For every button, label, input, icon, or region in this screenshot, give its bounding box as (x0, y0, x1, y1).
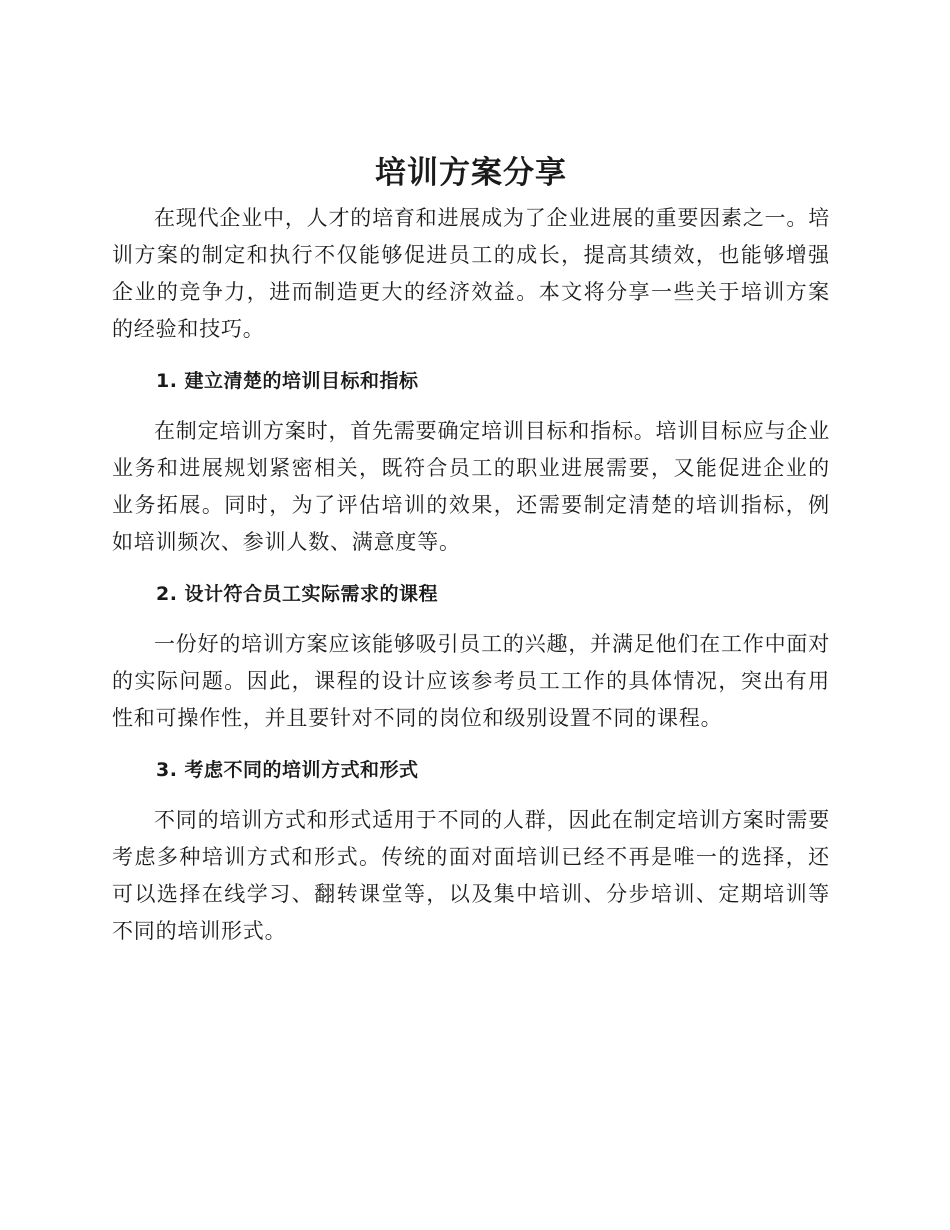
section-1 (112, 366, 830, 561)
section-body: 在制定培训方案时，首先需要确定培训目标和指标。培训目标应与企业业务和进展规划紧密相关，既符合员工的职业进展需要，又能促进企业的业务拓展。同时，为了评估培训的效果，还需要制定清楚的培训指标，例如培训频次、参训人数、满意度等。 (112, 419, 830, 554)
section-heading: 2. 设计符合员工实际需求的课程 (156, 583, 439, 605)
document-page (112, 146, 830, 950)
document-title: 培训方案分享 (375, 155, 567, 191)
section-3 (112, 755, 830, 950)
intro-paragraph: 在现代企业中，人才的培育和进展成为了企业进展的重要因素之一。培训方案的制定和执行不仅能够促进员工的成长，提高其绩效，也能够增强企业的竞争力，进而制造更大的经济效益。本文将分享一些关于培训方案的经验和技巧。 (112, 206, 830, 341)
section-heading: 1. 建立清楚的培训目标和指标 (156, 370, 419, 392)
section-heading: 3. 考虑不同的培训方式和形式 (156, 759, 419, 781)
section-body: 一份好的培训方案应该能够吸引员工的兴趣，并满足他们在工作中面对的实际问题。因此，课程的设计应该参考员工工作的具体情况，突出有用性和可操作性，并且要针对不同的岗位和级别设置不同的课程。 (112, 632, 830, 730)
section-2 (112, 579, 830, 737)
section-body: 不同的培训方式和形式适用于不同的人群，因此在制定培训方案时需要考虑多种培训方式和形式。传统的面对面培训已经不再是唯一的选择，还可以选择在线学习、翻转课堂等，以及集中培训、分步培训、定期培训等不同的培训形式。 (112, 808, 830, 943)
